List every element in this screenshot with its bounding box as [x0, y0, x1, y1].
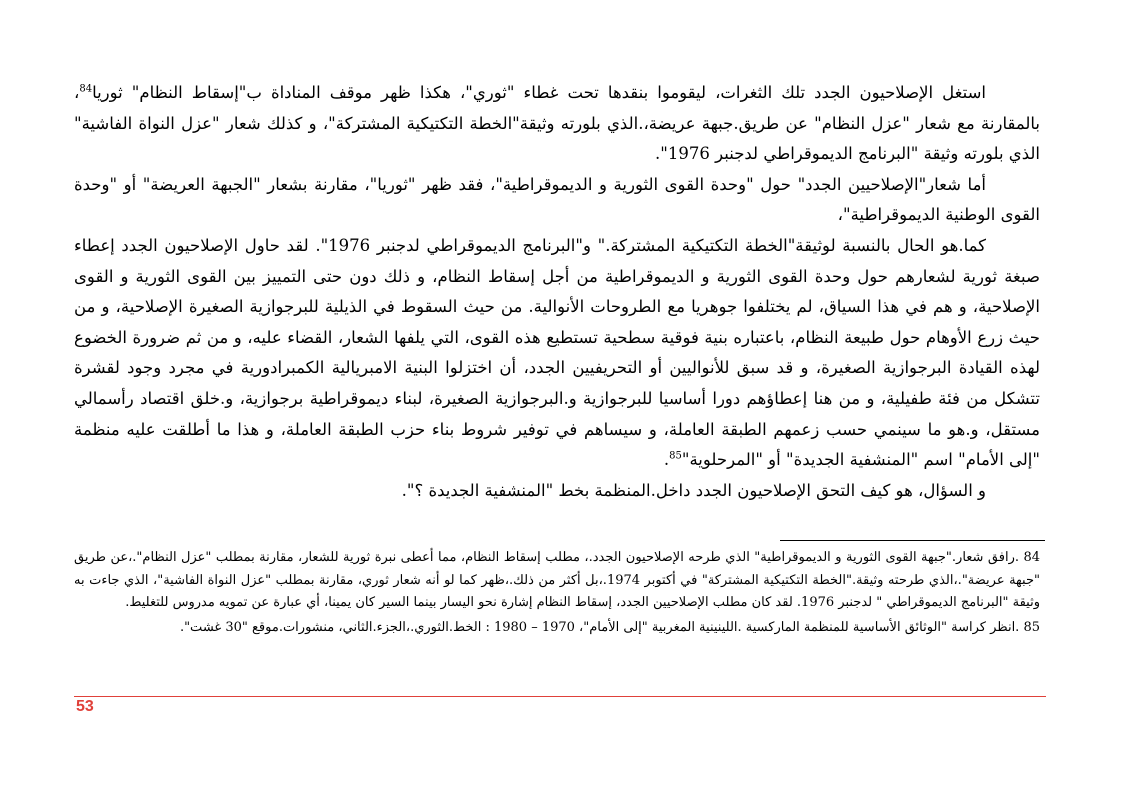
paragraph-1 — [74, 78, 1040, 170]
page-number: 53 — [76, 698, 94, 715]
footnote-84: 84 .رافق شعار."جبهة القوى الثورية و الديموقراطية" الذي طرحه الإصلاحيون الجدد.، مطلب إسقاط النظام، مما أعطى نبرة ثورية للشعار، مقارنة بمطلب "عزل النظام".،عن طريق "جبهة عريضة".،الذي طرحته وثيقة."الخطة التكتيكية المشتركة" في أكتوبر 1974.،بل أكثر من ذلك.،ظهر كما لو أنه شعار ثوري، مقارنة بمطلب "عزل النواة الفاشية"، الذي جاءت به وثيقة "البرنامج الديموقراطي " لدجنبر 1976. لقد كان مطلب الإصلاحيين الجدد، إسقاط النظام إشارة نحو اليسار بينما السير كان يمينا، أي عبارة عن تمويه مدروس للتغليط. — [74, 550, 1040, 610]
paragraph-1-text: استغل الإصلاحيون الجدد تلك الثغرات، ليقوموا بنقدها تحت غطاء "ثوري"، هكذا ظهر موقف المناداة ب"إسقاط النظام" ثوريا — [92, 83, 986, 102]
footnote-ref-85[interactable]: 85 — [669, 450, 682, 462]
paragraph-2: أما شعار"الإصلاحيين الجدد" حول "وحدة القوى الثورية و الديموقراطية"، فقد ظهر "ثوريا"، مقارنة بشعار "الجبهة العريضة" أو "وحدة القوى الوطنية الديموقراطية"، — [74, 174, 1040, 225]
footnote-ref-84[interactable]: 84 — [79, 83, 93, 95]
footnote-separator — [780, 540, 1045, 541]
paragraph-1-continuation: ، بالمقارنة مع شعار "عزل النظام" عن طريق.جبهة عريضة،.الذي بلورته وثيقة"الخطة التكتيكية المشتركة"، و كذلك شعار "عزل النواة الفاشية" الذي بلورته وثيقة "البرنامج الديموقراطي لدجنبر 1976". — [74, 83, 1041, 164]
footnotes — [74, 547, 1040, 641]
paragraph-3: كما.هو الحال بالنسبة لوثيقة"الخطة التكتيكية المشتركة." و"البرنامج الديموقراطي لدجنبر 1976". لقد حاول الإصلاحيون الجدد إعطاء صبغة ثورية لشعارهم حول وحدة القوى الثورية و الديموقراطية من أجل إسقاط النظام، و ذلك دون حتى التمييز بين القوى الثورية و القوى الإصلاحية، و هم في هذا السياق، لم يختلفوا جوهريا مع الطروحات الأنوالية. من حيث السقوط في الذيلية للبرجوازية الصغيرة الإصلاحية، و من حيث زرع الأوهام حول طبيعة النظام، باعتباره بنية فوقية سطحية تستطيع هذه القوى، التي يلفها الشعار، القضاء عليه، و من ثم ضرورة الخضوع لهذه القيادة البرجوازية الصغيرة، و قد سبق للأنواليين أو التحريفيين الجدد، أن اختزلوا البنية الامبريالية الكمبرادورية في مجرد وجود لقشرة تتشكل من فئة طفيلية، و من هنا إعطاؤهم دورا أساسيا للبرجوازية و.البرجوازية الصغيرة، لبناء ديموقراطية برجوازية، و.خلق اقتصاد رأسمالي مستقل، و.هو ما سينمي حسب زعمهم الطبقة العاملة، و سيساهم في توفير شروط بناء حزب الطبقة العاملة، و هذا ما أطلقت عليه منظمة "إلى الأمام" اسم "المنشفية الجديدة" أو "المرحلوية"$^{85}$. — [74, 235, 1040, 470]
footnote-85: 85 .انظر كراسة "الوثائق الأساسية للمنظمة الماركسية .اللينينية المغربية "إلى الأمام"، 1970 – 1980 : الخط.الثوري.،الجزء.الثاني، منشورات.موقع "30 غشت". — [179, 619, 1040, 635]
page-footer-rule — [74, 696, 1046, 697]
main-text — [74, 78, 1040, 506]
paragraph-3-text: كما.هو الحال بالنسبة لوثيقة"الخطة التكتيكية المشتركة." و"البرنامج الديموقراطي لدجنبر 1976". لقد حاول الإصلاحيون الجدد إعطاء صبغة ثورية لشعارهم حول وحدة القوى الثورية و الديموقراطية من أجل إسقاط النظام، و ذلك دون حتى التمييز بين القوى الثورية و القوى الإصلاحية، و هم في هذا السياق، لم يختلفوا جوهريا مع الطروحات الأنوالية. من حيث السقوط في الذيلية للبرجوازية الصغيرة الإصلاحية، و من حيث زرع الأوهام حول طبيعة النظام، باعتباره بنية فوقية سطحية تستطيع هذه القوى، التي يلفها الشعار، القضاء عليه، و من ثم ضرورة الخضوع لهذه القيادة البرجوازية الصغيرة، و قد سبق للأنواليين أو التحريفيين الجدد، أن اختزلوا البنية الامبريالية الكمبرادورية في مجرد وجود لقشرة تتشكل من فئة طفيلية، و من هنا إعطاؤهم دورا أساسيا للبرجوازية و.البرجوازية الصغيرة، لبناء ديموقراطية برجوازية، و.خلق اقتصاد رأسمالي مستقل، و.هو ما سينمي حسب زعمهم الطبقة العاملة، و سيساهم في توفير شروط بناء حزب الطبقة العاملة، و هذا ما أطلقت عليه منظمة "إلى الأمام" اسم "المنشفية الجديدة" أو "المرحلوية" — [74, 235, 1040, 470]
paragraph-4: و السؤال، هو كيف التحق الإصلاحيون الجدد داخل.المنظمة بخط "المنشفية الجديدة ؟". — [401, 480, 986, 500]
